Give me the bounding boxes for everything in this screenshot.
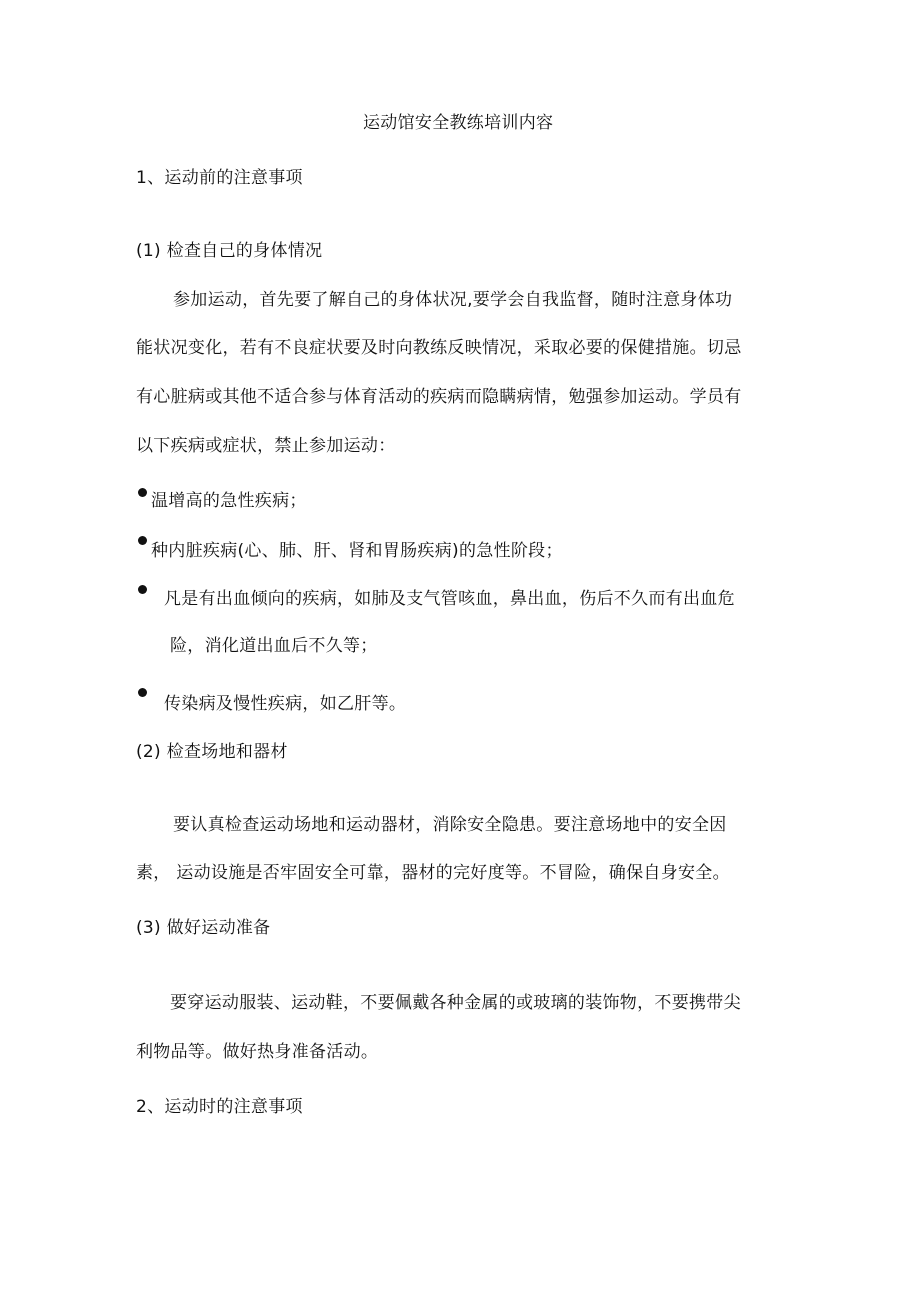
paragraph-line: 能状况变化，若有不良症状要及时向教练反映情况，采取必要的保健措施。切忌	[136, 338, 742, 358]
page-title: 运动馆安全教练培训内容	[363, 113, 554, 133]
bullet-item-continuation: 险，消化道出血后不久等；	[170, 636, 378, 656]
section-1-heading: 1、运动前的注意事项	[136, 168, 303, 188]
subsection-1-heading: (1) 检查自己的身体情况	[136, 241, 323, 261]
paragraph-line: 参加运动，首先要了解自己的身体状况,要学会自我监督，随时注意身体功	[173, 290, 733, 310]
paragraph-line: 利物品等。做好热身准备活动。	[136, 1042, 379, 1062]
bullet-item: 温增高的急性疾病；	[151, 491, 307, 511]
bullet-icon	[138, 688, 147, 697]
bullet-item: 凡是有出血倾向的疾病，如肺及支气管咳血，鼻出血，伤后不久而有出血危	[164, 589, 735, 609]
bullet-icon	[138, 585, 147, 594]
paragraph-line: 要认真检查运动场地和运动器材，消除安全隐患。要注意场地中的安全因	[173, 815, 727, 835]
paragraph-line: 要穿运动服装、运动鞋，不要佩戴各种金属的或玻璃的装饰物，不要携带尖	[170, 993, 741, 1013]
bullet-icon	[138, 536, 147, 545]
paragraph-line: 素， 运动设施是否牢固安全可靠，器材的完好度等。不冒险，确保自身安全。	[136, 863, 730, 883]
subsection-3-heading: (3) 做好运动准备	[136, 918, 271, 938]
paragraph-line: 以下疾病或症状，禁止参加运动：	[136, 436, 396, 456]
subsection-2-heading: (2) 检查场地和器材	[136, 742, 288, 762]
bullet-item: 传染病及慢性疾病，如乙肝等。	[164, 694, 407, 714]
section-2-heading: 2、运动时的注意事项	[136, 1097, 303, 1117]
bullet-icon	[138, 488, 147, 497]
bullet-item: 种内脏疾病(心、肺、肝、肾和胃肠疾病)的急性阶段；	[151, 541, 563, 561]
paragraph-line: 有心脏病或其他不适合参与体育活动的疾病而隐瞒病情，勉强参加运动。学员有	[136, 387, 742, 407]
